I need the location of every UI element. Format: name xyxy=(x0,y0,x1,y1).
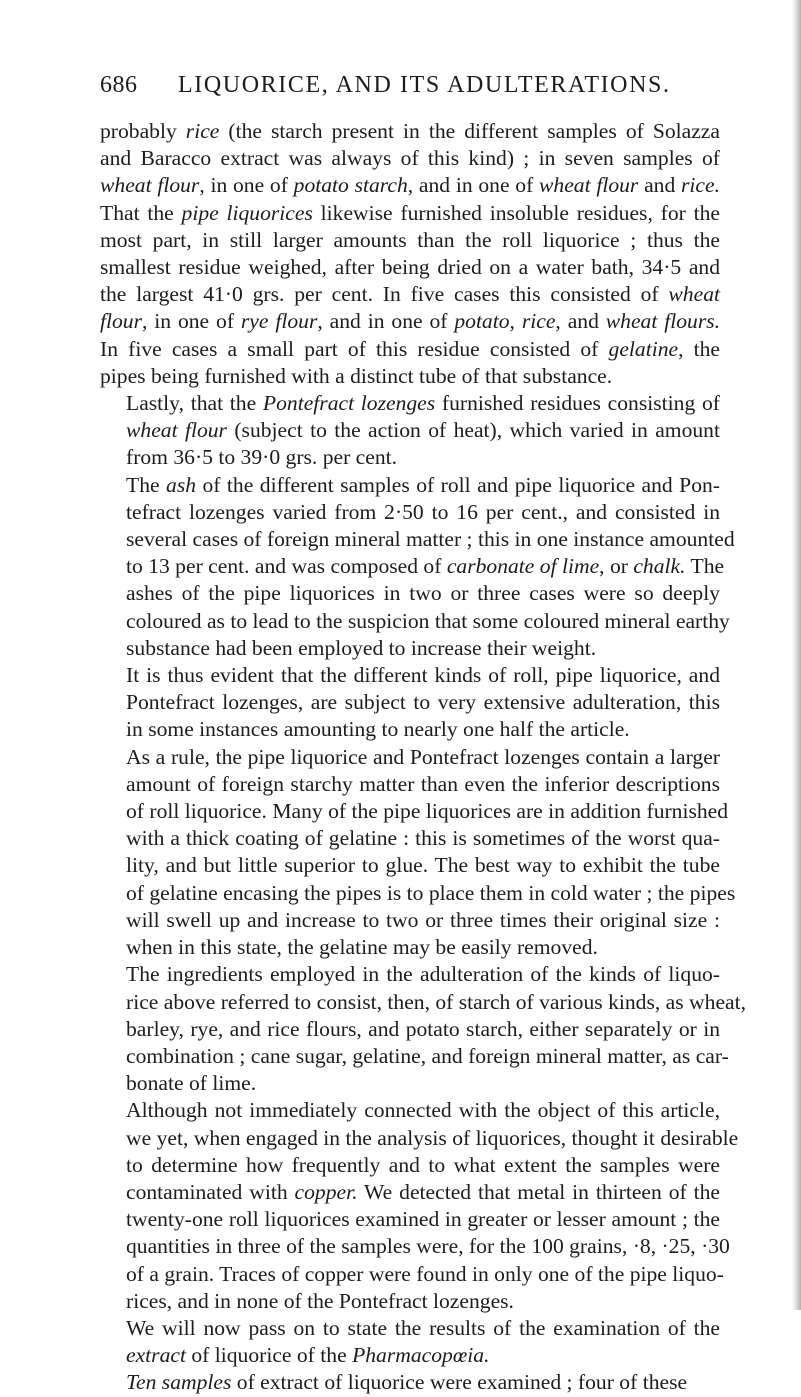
text-line: from 36·5 to 39·0 grs. per cent. xyxy=(126,445,398,470)
text-line: smallest residue weighed, after being dried on a water bath, 34·5 and xyxy=(100,255,720,280)
text-line: The ash of the different samples of roll and pipe liquorice and Pon- xyxy=(126,472,720,497)
text-line: Pontefract lozenges, are subject to very extensive adulteration, this xyxy=(126,690,720,715)
text-line: twenty-one roll liquorices examined in greater or lesser amount ; the xyxy=(126,1207,720,1232)
text-line: of roll liquorice. Many of the pipe liquorices are in addition furnished xyxy=(126,799,729,824)
text-line: to determine how frequently and to what extent the samples were xyxy=(126,1152,720,1177)
text-line: quantities in three of the samples were, for the 100 grains, ·8, ·25, ·30 xyxy=(126,1234,730,1259)
text-line: barley, rye, and rice flours, and potato starch, either separately or in xyxy=(126,1016,720,1041)
text-line: and Baracco extract was always of this kind) ; in seven samples of xyxy=(100,146,720,171)
paragraph xyxy=(100,472,735,662)
text-line: in some instances amounting to nearly one half the article. xyxy=(126,717,630,742)
text-line: That the pipe liquorices likewise furnished insoluble residues, for the xyxy=(100,200,720,225)
page-header xyxy=(100,72,720,102)
text-line: coloured as to lead to the suspicion that some coloured mineral earthy xyxy=(126,608,730,633)
text-line: Ten samples of extract of liquorice were examined ; four of these xyxy=(126,1370,688,1395)
text-line: most part, in still larger amounts than the roll liquorice ; thus the xyxy=(100,227,720,252)
text-line: we yet, when engaged in the analysis of liquorices, thought it desirable xyxy=(126,1125,739,1150)
paragraph xyxy=(100,1097,739,1315)
text-line: the largest 41·0 grs. per cent. In five cases this consisted of wheat xyxy=(100,282,720,307)
text-line: rices, and in none of the Pontefract lozenges. xyxy=(126,1288,514,1313)
text-line: substance had been employed to increase their weight. xyxy=(126,635,597,660)
text-line: of gelatine encasing the pipes is to place them in cold water ; the pipes xyxy=(126,880,736,905)
text-line: wheat flour, in one of potato starch, and in one of wheat flour and rice. xyxy=(100,173,720,198)
text-line: The ingredients employed in the adulteration of the kinds of liquo- xyxy=(126,962,720,987)
text-line: wheat flour (subject to the action of heat), which varied in amount xyxy=(126,418,720,443)
text-line: when in this state, the gelatine may be easily removed. xyxy=(126,935,598,960)
text-line: of a grain. Traces of copper were found in only one of the pipe liquo- xyxy=(126,1261,724,1286)
paragraph xyxy=(100,662,720,744)
text-line: bonate of lime. xyxy=(126,1071,257,1096)
text-line: Lastly, that the Pontefract lozenges furnished residues consisting of xyxy=(126,391,720,416)
paragraph xyxy=(100,1315,720,1369)
text-line: probably rice (the starch present in the different samples of Solazza xyxy=(100,119,720,143)
body-text xyxy=(100,118,747,1397)
paragraph xyxy=(100,118,720,390)
text-line: In five cases a small part of this residue consisted of gelatine, the xyxy=(100,336,720,361)
text-line: Although not immediately connected with the object of this article, xyxy=(126,1098,720,1123)
paragraph xyxy=(100,390,720,472)
text-line: several cases of foreign mineral matter ; this in one instance amounted xyxy=(126,527,735,552)
text-line: to 13 per cent. and was composed of carbonate of lime, or chalk. The xyxy=(126,554,725,579)
paragraph xyxy=(100,744,736,962)
text-line: pipes being furnished with a distinct tube of that substance. xyxy=(100,363,613,388)
text-line: rice above referred to consist, then, of starch of various kinds, as wheat, xyxy=(126,989,747,1014)
text-line: lity, and but little superior to glue. The best way to exhibit the tube xyxy=(126,853,720,878)
text-line: combination ; cane sugar, gelatine, and foreign mineral matter, as car- xyxy=(126,1043,729,1068)
text-line: ashes of the pipe liquorices in two or three cases were so deeply xyxy=(126,581,720,606)
page-edge-shadow xyxy=(792,0,801,1310)
paragraph xyxy=(100,1369,720,1396)
text-line: It is thus evident that the different kinds of roll, pipe liquorice, and xyxy=(126,663,720,688)
page-number: 686 xyxy=(100,72,138,98)
text-line: contaminated with copper. We detected that metal in thirteen of the xyxy=(126,1179,720,1204)
text-line: will swell up and increase to two or three times their original size : xyxy=(126,907,720,932)
paragraph xyxy=(100,961,747,1097)
running-title: LIQUORICE, AND ITS ADULTERATIONS. xyxy=(178,72,671,98)
text-line: tefract lozenges varied from 2·50 to 16 per cent., and consisted in xyxy=(126,499,720,524)
text-line: amount of foreign starchy matter than even the inferior descriptions xyxy=(126,771,720,796)
text-line: with a thick coating of gelatine : this is sometimes of the worst qua- xyxy=(126,826,720,851)
text-line: flour, in one of rye flour, and in one of potato, rice, and wheat flours. xyxy=(100,309,721,334)
text-line: extract of liquorice of the Pharmacopœia. xyxy=(126,1343,490,1368)
text-line: We will now pass on to state the results of the examination of the xyxy=(126,1315,720,1340)
text-line: As a rule, the pipe liquorice and Pontefract lozenges contain a larger xyxy=(126,744,720,769)
